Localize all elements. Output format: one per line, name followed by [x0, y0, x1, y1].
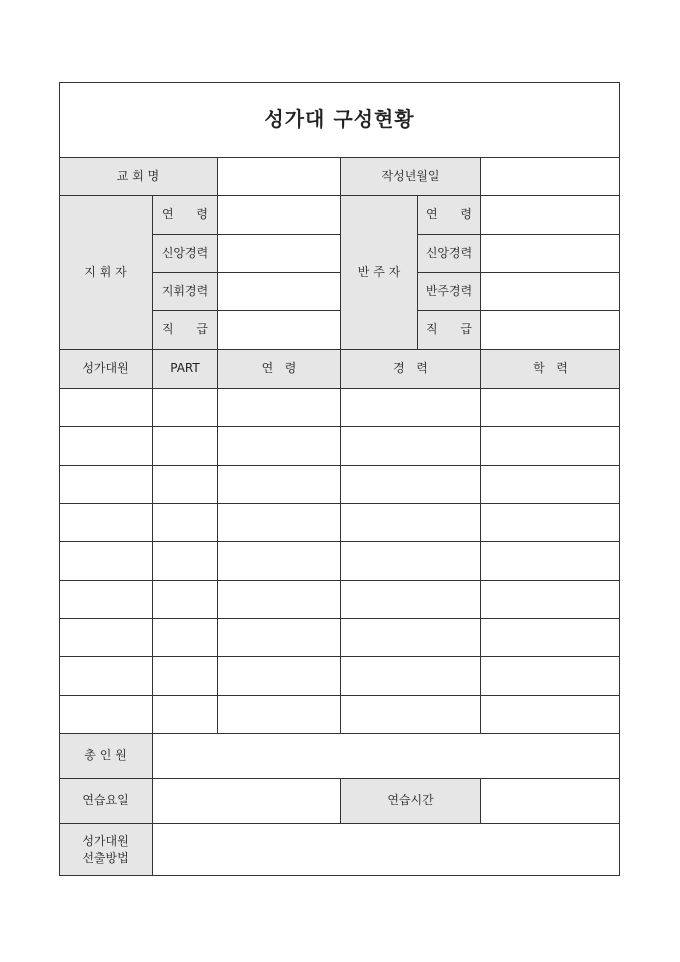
conductor-faith-career-field[interactable] — [217, 234, 340, 272]
member-row-7-career-cell[interactable] — [340, 618, 480, 656]
member-row-4-education-cell[interactable] — [480, 503, 620, 541]
member-row-3-age-cell[interactable] — [217, 465, 340, 503]
member-row-6-career-cell[interactable] — [340, 580, 480, 618]
accompanist-faith-career-label: 신앙경력 — [417, 234, 480, 272]
member-row-1-education-cell[interactable] — [480, 388, 620, 426]
choir-status-form — [59, 82, 620, 876]
accompanist-faith-career-field[interactable] — [480, 234, 620, 272]
date-label: 작성년월일 — [340, 157, 480, 195]
member-row-4-member-name-cell[interactable] — [59, 503, 152, 541]
conductor-rank-label: 직 급 — [152, 310, 217, 349]
date-field[interactable] — [480, 157, 620, 195]
member-row-7-part-cell[interactable] — [152, 618, 217, 656]
practice-time-label: 연습시간 — [340, 778, 480, 823]
conductor-rank-field[interactable] — [217, 310, 340, 349]
member-row-5-age-cell[interactable] — [217, 541, 340, 580]
practice-time-field[interactable] — [480, 778, 620, 823]
member-row-9-career-cell[interactable] — [340, 695, 480, 733]
total-label: 총 인 원 — [59, 733, 152, 778]
member-row-6-part-cell[interactable] — [152, 580, 217, 618]
member-row-9-member-name-cell[interactable] — [59, 695, 152, 733]
member-row-4-part-cell[interactable] — [152, 503, 217, 541]
member-row-3-part-cell[interactable] — [152, 465, 217, 503]
member-row-9-age-cell[interactable] — [217, 695, 340, 733]
member-row-2-education-cell[interactable] — [480, 426, 620, 465]
member-row-4-career-cell[interactable] — [340, 503, 480, 541]
selection-method-field[interactable] — [152, 823, 620, 876]
total-field[interactable] — [152, 733, 620, 778]
accompanist-age-field[interactable] — [480, 195, 620, 234]
member-row-8-career-cell[interactable] — [340, 656, 480, 695]
member-row-9-education-cell[interactable] — [480, 695, 620, 733]
member-row-5-education-cell[interactable] — [480, 541, 620, 580]
conductor-conducting-career-field[interactable] — [217, 272, 340, 310]
conductor-age-label: 연 령 — [152, 195, 217, 234]
member-row-4-age-cell[interactable] — [217, 503, 340, 541]
accompanist-age-label: 연 령 — [417, 195, 480, 234]
member-row-6-education-cell[interactable] — [480, 580, 620, 618]
conductor-age-field[interactable] — [217, 195, 340, 234]
accompanist-career-field[interactable] — [480, 272, 620, 310]
member-row-8-part-cell[interactable] — [152, 656, 217, 695]
member-row-2-career-cell[interactable] — [340, 426, 480, 465]
member-row-1-member-name-cell[interactable] — [59, 388, 152, 426]
practice-day-label: 연습요일 — [59, 778, 152, 823]
col-header-education: 학 력 — [480, 349, 620, 388]
conductor-label: 지 휘 자 — [59, 195, 152, 349]
accompanist-rank-field[interactable] — [480, 310, 620, 349]
col-header-part: PART — [152, 349, 217, 388]
member-row-2-part-cell[interactable] — [152, 426, 217, 465]
member-row-7-member-name-cell[interactable] — [59, 618, 152, 656]
member-row-5-career-cell[interactable] — [340, 541, 480, 580]
member-row-3-member-name-cell[interactable] — [59, 465, 152, 503]
member-row-7-age-cell[interactable] — [217, 618, 340, 656]
member-row-1-career-cell[interactable] — [340, 388, 480, 426]
col-header-career: 경 력 — [340, 349, 480, 388]
selection-method-label: 성가대원 선출방법 — [59, 823, 152, 876]
member-row-5-part-cell[interactable] — [152, 541, 217, 580]
practice-day-field[interactable] — [152, 778, 340, 823]
member-row-1-part-cell[interactable] — [152, 388, 217, 426]
member-row-2-age-cell[interactable] — [217, 426, 340, 465]
church-name-label: 교 회 명 — [59, 157, 217, 195]
member-row-8-member-name-cell[interactable] — [59, 656, 152, 695]
member-row-8-education-cell[interactable] — [480, 656, 620, 695]
conductor-faith-career-label: 신앙경력 — [152, 234, 217, 272]
member-row-9-part-cell[interactable] — [152, 695, 217, 733]
member-row-3-career-cell[interactable] — [340, 465, 480, 503]
form-title: 성가대 구성현황 — [264, 107, 415, 131]
accompanist-rank-label: 직 급 — [417, 310, 480, 349]
col-header-age: 연 령 — [217, 349, 340, 388]
member-row-2-member-name-cell[interactable] — [59, 426, 152, 465]
member-row-5-member-name-cell[interactable] — [59, 541, 152, 580]
member-row-8-age-cell[interactable] — [217, 656, 340, 695]
member-row-6-age-cell[interactable] — [217, 580, 340, 618]
conductor-conducting-career-label: 지휘경력 — [152, 272, 217, 310]
accompanist-career-label: 반주경력 — [417, 272, 480, 310]
member-row-6-member-name-cell[interactable] — [59, 580, 152, 618]
member-row-7-education-cell[interactable] — [480, 618, 620, 656]
member-row-1-age-cell[interactable] — [217, 388, 340, 426]
church-name-field[interactable] — [217, 157, 340, 195]
col-header-member: 성가대원 — [59, 349, 152, 388]
member-row-3-education-cell[interactable] — [480, 465, 620, 503]
accompanist-label: 반 주 자 — [340, 195, 417, 349]
